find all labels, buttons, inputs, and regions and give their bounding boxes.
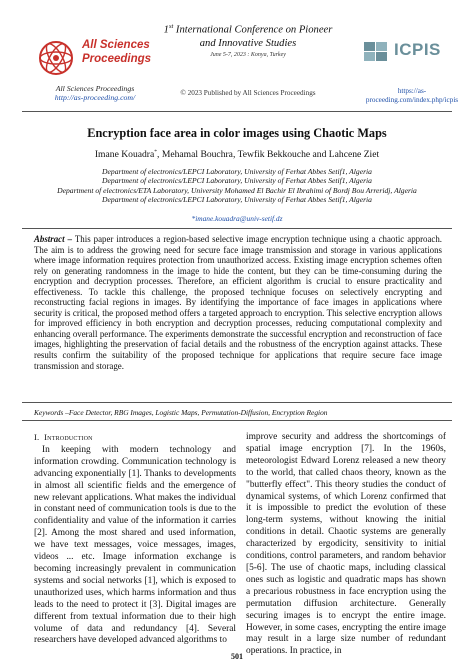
- corresponding-email[interactable]: *imane.kouadra@univ-setif.dz: [191, 214, 283, 223]
- logo-line-1: All Sciences: [82, 39, 150, 51]
- conference-ordinal: 1: [163, 24, 169, 36]
- abstract-bottom-divider: [22, 402, 452, 403]
- left-column: [34, 432, 236, 647]
- abstract-text: This paper introduces a region-based selective image encryption technique using a chaotic approach. The aim is to address the growing need for secure face image transmission and storage in various applications where image information requires protection from unauthorized access. Existing image encryption schemes often rely on generating randomness in the image to hide the content, but they can be time-consuming during the encryption and decryption processes. Therefore, an efficient algorithm is crucial to ensure practicality and effectiveness. To tackle this challenge, the proposed technique focuses on selectively encrypting and reconstructing facial regions in images. By identifying the importance of face images in applications where security is critical, the proposed method offers a targeted approach to encryption. This selective encryption allows for improved efficiency in both encryption and decryption processes, reducing computational complexity and enhancing overall performance. The experiments demonstrate the successful encryption and reconstruction of face images, highlighting the preservation of facial details and the robustness of the encryption against attacks. These results confirm the suitability of the proposed technique for applications that require secure face image transmission and storage.: [34, 234, 442, 371]
- proceedings-name: All Sciences Proceedings: [55, 84, 135, 93]
- affiliation-4: Department of electronics/LEPCI Laboratory, University of Ferhat Abbes Setif1, Algeria: [102, 195, 372, 205]
- conference-date: June 5-7, 2023 : Konya, Turkey: [210, 52, 286, 58]
- published-by: © 2023 Published by All Sciences Proceedings: [180, 89, 316, 97]
- section-heading: [34, 432, 236, 444]
- logo-line-2: Proceedings: [82, 53, 152, 65]
- proceedings-block: [30, 84, 160, 102]
- abstract-label: Abstract –: [34, 234, 73, 244]
- icpis-logo: [362, 40, 462, 64]
- icpis-wordmark: ICPIS: [394, 40, 441, 59]
- corresponding-mark: *: [154, 149, 158, 155]
- page-number: 501: [231, 652, 243, 661]
- affiliation-1: Department of electronics/LEPCI Laboratory, University of Ferhat Abbes Setif1, Algeria: [102, 167, 372, 176]
- affiliation-2: Department of electronics/LEPCI Laboratory, University of Ferhat Abbes Setif1, Algeria: [102, 176, 372, 186]
- conference-ordinal-suffix: st: [168, 23, 174, 30]
- abstract-top-divider: [22, 228, 452, 229]
- abstract: [34, 234, 442, 371]
- affiliation-3: Department of electronics/ETA Laboratory, University Mohamed El Bachir El Ibrahimi of Bordj Bou Arreridj, Algeria: [57, 185, 417, 195]
- left-column-text: In keeping with modern technology and information crowding. Communication technology is advancing exponentially [1]. Thanks to developments in almost all scientific fields and the emergence of new relevant applications. What makes the individual in constant need of communication tools is due to the confidentiality and value of the information it carries [2]. Among the most shared and used information, we have text messages, voice messages, images, videos ... etc. Image information exchange is becoming increasingly prevalent in communication systems and social networks [1], which is exposed to unauthorized uses, which harms information and thus leads to the need to protect it [3]. Digital images are different from textual information due to their high volume of data and redundancy [4]. Several researchers have developed advanced algorithms to: [34, 444, 236, 646]
- first-author: Imane Kouadra: [94, 149, 155, 161]
- icpis-emblem-icon: [362, 40, 390, 64]
- page-header: [0, 0, 474, 112]
- icpis-url-link[interactable]: [352, 87, 472, 104]
- section-title: Introduction: [44, 432, 93, 442]
- author-list: [20, 149, 454, 160]
- conference-title-line-1: International Conference on Pioneer: [173, 24, 333, 36]
- section-number: I.: [34, 432, 40, 442]
- right-column-text: improve security and address the shortcomings of spatial image encryption [7]. In the 1960s, meteorologist Edward Lorenz released a new theory to the world, that called chaos theory, known as the "butterfly effect". This theory studies the conduct of dynamical systems, of which Lorenz confirmed that it is impossible to predict the evolution of these long-term systems, without knowing the initial conditions in detail. Chaotic systems are generally characterized by ergodicity, sensitivity to initial conditions, control parameters, and random behavior [5-6]. The use of chaotic maps, including classical ones such as logistic and quadratic maps has shown a precarious robustness in face encryption using the permutation diffusion architecture. Generally securing images is to encrypt the entire image. However, in some cases, encrypting the entire image may result in a large size number of redundant operations. In practice, in: [246, 432, 446, 657]
- paper-title: Encryption face area in color images using Chaotic Maps: [87, 126, 387, 140]
- logo-wordmark: [82, 38, 151, 66]
- atom-icon: [40, 41, 72, 75]
- icpis-url-line-2: proceeding.com/index.php/icpis: [365, 95, 459, 104]
- other-authors: , Mehamal Bouchra, Tewfik Bekkouche and Lahcene Ziet: [157, 149, 380, 161]
- header-divider: [22, 111, 452, 112]
- keywords-divider: [22, 420, 452, 421]
- right-column: [246, 432, 446, 658]
- conference-title-line-2: and Innovative Studies: [199, 37, 297, 49]
- icpis-url-line-1: https://as-: [397, 87, 427, 95]
- affiliations: [20, 167, 454, 205]
- proceedings-url-link[interactable]: http://as-proceeding.com/: [54, 93, 136, 102]
- keywords: Keywords –Face Detector, RBG Images, Logistic Maps, Permutation-Diffusion, Encryption Region: [34, 408, 328, 417]
- conference-title: [158, 20, 338, 50]
